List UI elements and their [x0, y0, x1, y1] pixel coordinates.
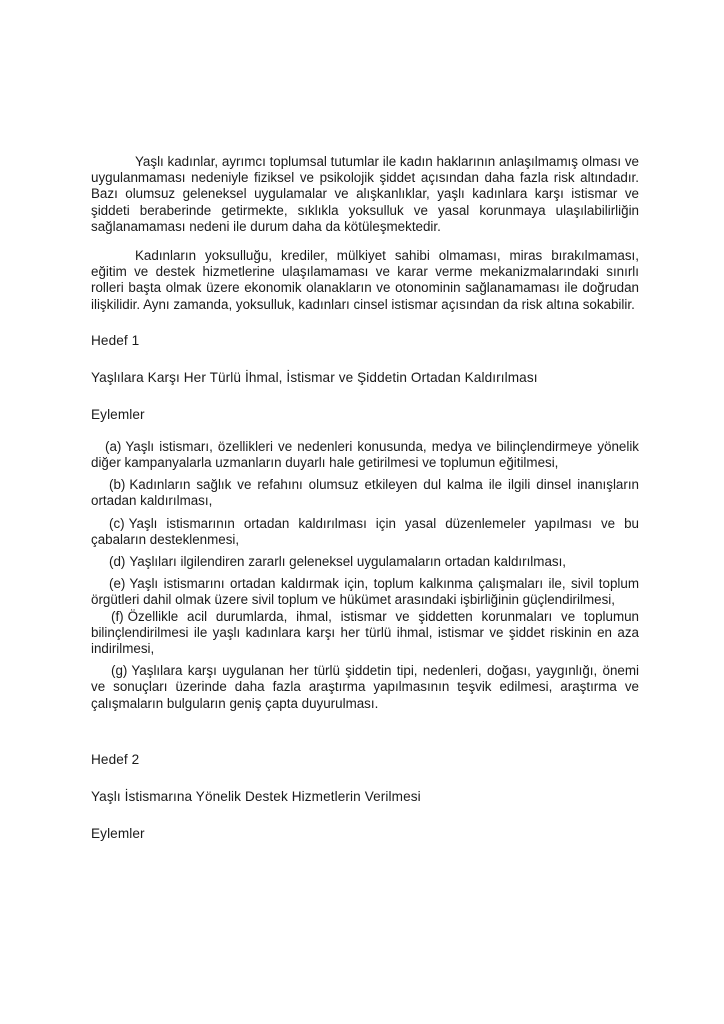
- action-marker: (b): [109, 477, 126, 493]
- goal-1-action-list: [91, 439, 639, 712]
- action-marker: (d): [109, 554, 126, 570]
- goal-2-actions-label: Eylemler: [91, 825, 145, 841]
- action-text: Yaşlılara karşı uygulanan her türlü şiddetin tipi, nedenleri, doğası, yaygınlığı, önemi ve sonuçları üzerinde daha fazla araştırma yapılmasının teşvik edilmesi, araştırma ve çalışmaların bulguların geniş çapta duyurulması.: [91, 663, 639, 711]
- intro-paragraph-1: Yaşlı kadınlar, ayrımcı toplumsal tutumlar ile kadın haklarının anlaşılmamış olması ve uygulanmaması nedeniyle fiziksel ve psikolojik şiddet açısından daha fazla risk altındadır. Bazı olumsuz geleneksel uygulamalar ve alışkanlıklar, yaşlı kadınlara karşı istismar ve şiddeti beraberinde getirmekte, sıklıkla yoksulluk ve yasal korunmaya ulaşılabilirliğin sağlanamaması nedeni ile durum daha da kötüleşmektedir.: [91, 154, 639, 234]
- document-page: [91, 154, 639, 842]
- action-marker: (e): [109, 576, 126, 592]
- action-item-a: [91, 439, 639, 471]
- goal-2-label: Hedef 2: [91, 751, 140, 767]
- goal-1-title: Yaşlılara Karşı Her Türlü İhmal, İstismar ve Şiddetin Ortadan Kaldırılması: [91, 369, 538, 385]
- action-item-g: [91, 663, 639, 712]
- action-text: Yaşlı istismarı, özellikleri ve nedenleri konusunda, medya ve bilinçlendirmeye yönelik diğer kampanyalarla uzmanların duyarlı hale getirilmesi ve toplumun eğitilmesi,: [91, 438, 639, 471]
- goal-2-title: Yaşlı İstismarına Yönelik Destek Hizmetlerin Verilmesi: [91, 788, 421, 804]
- action-marker: (f): [111, 608, 124, 624]
- action-text: Özellikle acil durumlarda, ihmal, istismar ve şiddetten korunmaları ve toplumun bilinçlendirilmesi ile yaşlı kadınlara karşı her türlü ihmal, istismar ve şiddet riskinin en aza indirilmesi,: [91, 608, 639, 657]
- intro-paragraph-2: Kadınların yoksulluğu, krediler, mülkiyet sahibi olmaması, miras bırakılmaması, eğitim ve destek hizmetlerine ulaşılamaması ve karar verme mekanizmalarındaki sınırlı rolleri başta olmak üzere ekonomik olanakların ve otonominin sağlanamaması ile doğrudan ilişkilidir. Aynı zamanda, yoksulluk, kadınları cinsel istismar açısından da risk altına sokabilir.: [91, 248, 639, 312]
- goal-1-actions-label: Eylemler: [91, 406, 145, 422]
- action-marker: (c): [109, 515, 125, 531]
- action-marker: (g): [111, 663, 128, 679]
- action-marker: (a): [105, 438, 122, 454]
- action-item-c: [91, 516, 639, 548]
- action-text: Yaşlıları ilgilendiren zararlı geleneksel uygulamaların ortadan kaldırılması,: [129, 554, 567, 570]
- action-text: Yaşlı istismarının ortadan kaldırılması için yasal düzenlemeler yapılması ve bu çabaların desteklenmesi,: [91, 515, 639, 547]
- action-item-d: [91, 554, 639, 570]
- goal-1-label: Hedef 1: [91, 332, 140, 348]
- action-text: Yaşlı istismarını ortadan kaldırmak için, toplum kalkınma çalışmaları ile, sivil toplum örgütleri dahil olmak üzere sivil toplum ve hükümet arasındaki işbirliğinin güçlendirilmesi,: [91, 576, 639, 608]
- action-item-b: [91, 477, 639, 509]
- action-item-f: [91, 609, 639, 658]
- action-text: Kadınların sağlık ve refahını olumsuz etkileyen dul kalma ile ilgili dinsel inanışların ortadan kaldırılması,: [91, 477, 639, 509]
- action-item-e: [91, 576, 639, 608]
